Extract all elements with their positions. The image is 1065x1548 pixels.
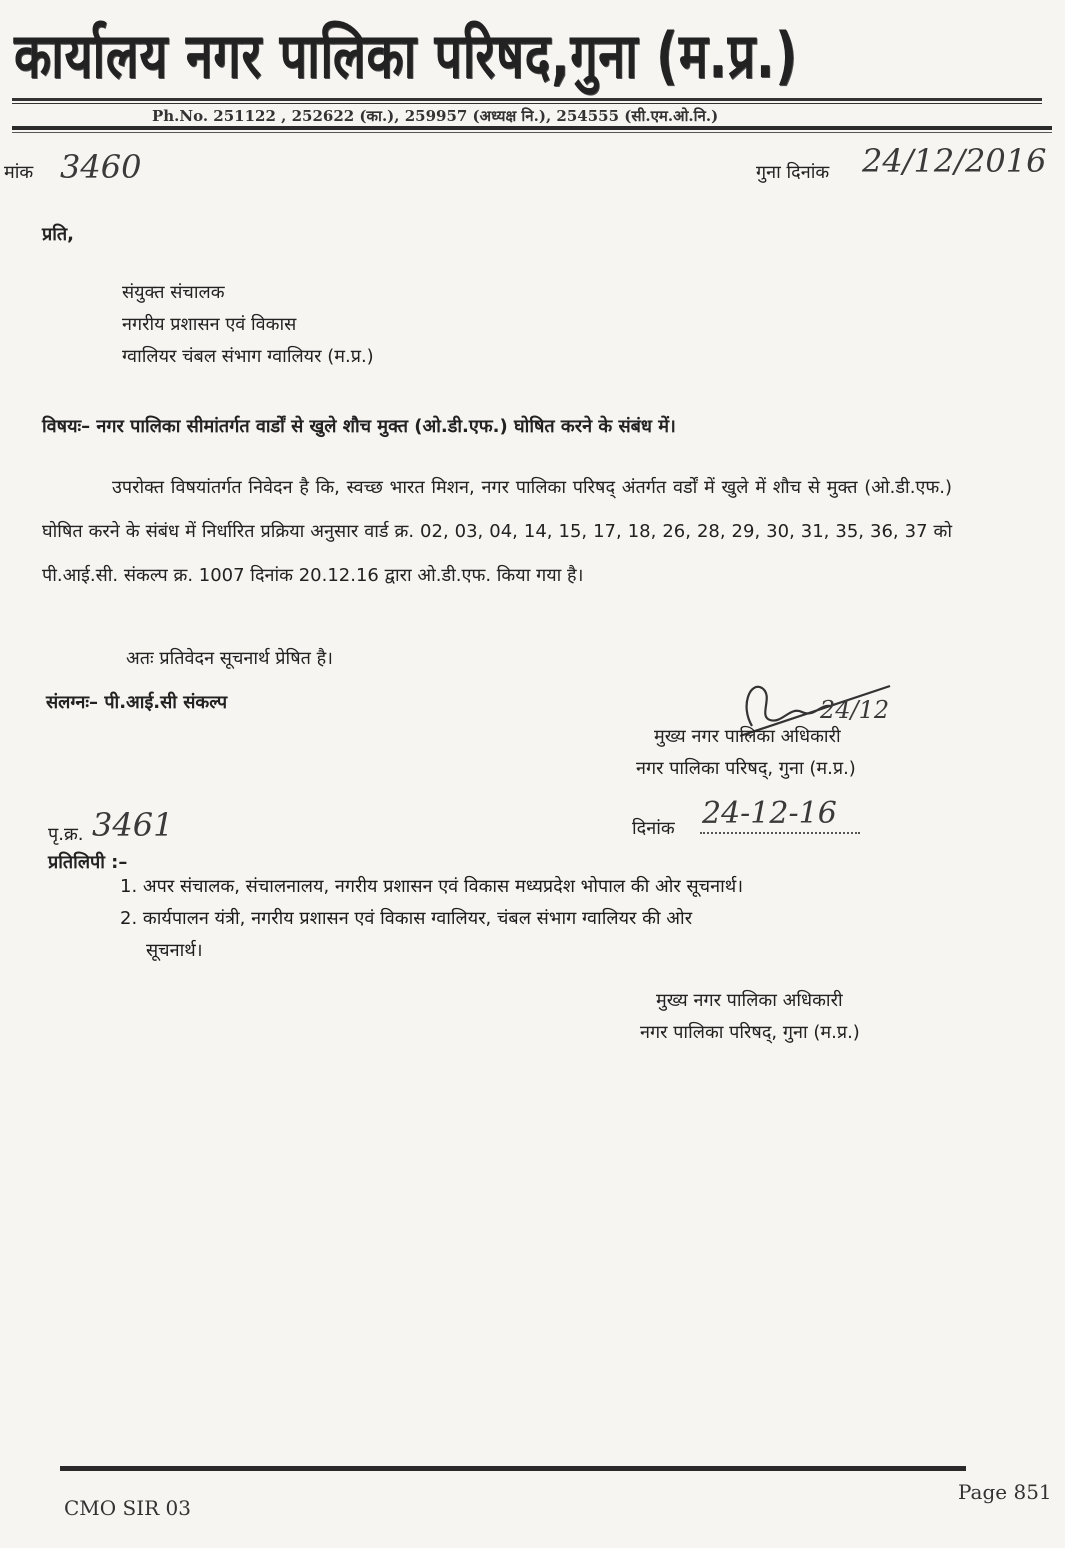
letterhead-rule-top <box>12 98 1042 101</box>
body-paragraph: उपरोक्त विषयांतर्गत निवेदन है कि, स्वच्छ भारत मिशन, नगर पालिका परिषद् अंतर्गत वर्डों में खुले में शौच से मुक्त (ओ.डी.एफ.) घोषित करने के संबंध में निर्धारित प्रक्रिया अनुसार वार्ड क्र. 02, 03, 04, 14, 15, 17, 18, 26, 28, 29, 30, 31, 35, 36, 37 को पी.आई.सी. संकल्प क्र. 1007 दिनांक 20.12.16 द्वारा ओ.डी.एफ. किया गया है। <box>42 477 952 586</box>
signatory-title: मुख्य नगर पालिका अधिकारी <box>654 726 841 747</box>
addressee-line-2: नगरीय प्रशासन एवं विकास <box>122 314 297 335</box>
closing-line: अतः प्रतिवेदन सूचनार्थ प्रेषित है। <box>126 648 333 669</box>
copy-ref-number-handwritten: 3461 <box>92 806 174 844</box>
date-label: गुना दिनांक <box>756 162 830 183</box>
page-number: Page 851 <box>958 1480 1052 1504</box>
copy-item-1: 1. अपर संचालक, संचालनालय, नगरीय प्रशासन एवं विकास मध्यप्रदेश भोपाल की ओर सूचनार्थ। <box>120 876 744 897</box>
salutation: प्रति, <box>42 224 75 245</box>
copy-date-handwritten: 24-12-16 <box>702 796 837 831</box>
footer-rule <box>60 1466 966 1471</box>
copy-date-label: दिनांक <box>632 818 675 839</box>
footer-code: CMO SIR 03 <box>64 1496 192 1520</box>
ref-number-handwritten: 3460 <box>60 148 142 186</box>
date-handwritten: 24/12/2016 <box>862 142 1047 180</box>
copy-date-dotted-line <box>700 832 860 834</box>
letterhead-rule-bottom <box>12 126 1052 130</box>
copy-ref-label: पृ.क्र. <box>48 824 84 845</box>
addressee-line-3: ग्वालियर चंबल संभाग ग्वालियर (म.प्र.) <box>122 346 374 367</box>
signatory-office: नगर पालिका परिषद्, गुना (म.प्र.) <box>636 758 856 779</box>
ref-label: मांक <box>4 162 34 183</box>
copy-item-2-continued: सूचनार्थ। <box>146 940 203 961</box>
signature-date-handwritten: 24/12 <box>820 696 890 724</box>
enclosure-line: संलग्नः– पी.आई.सी संकल्प <box>46 692 228 713</box>
addressee-line-1: संयुक्त संचालक <box>122 282 225 303</box>
letterhead-rule-thin <box>12 103 1042 104</box>
letterhead-title: कार्यालय नगर पालिका परिषद,गुना (म.प्र.) <box>14 19 799 92</box>
letterhead-rule-bottom-thin <box>12 132 1052 133</box>
subject-line: विषयः– नगर पालिका सीमांतर्गत वार्डों से खुले शौच मुक्त (ओ.डी.एफ.) घोषित करने के संबंध में। <box>42 416 676 437</box>
signatory-title-2: मुख्य नगर पालिका अधिकारी <box>656 990 843 1011</box>
phone-numbers: Ph.No. 251122 , 252622 (का.), 259957 (अध्यक्ष नि.), 254555 (सी.एम.ओ.नि.) <box>152 107 719 125</box>
copy-heading: प्रतिलिपी :– <box>48 852 128 873</box>
signatory-office-2: नगर पालिका परिषद्, गुना (म.प्र.) <box>640 1022 860 1043</box>
copy-item-2: 2. कार्यपालन यंत्री, नगरीय प्रशासन एवं विकास ग्वालियर, चंबल संभाग ग्वालियर की ओर <box>120 908 693 929</box>
